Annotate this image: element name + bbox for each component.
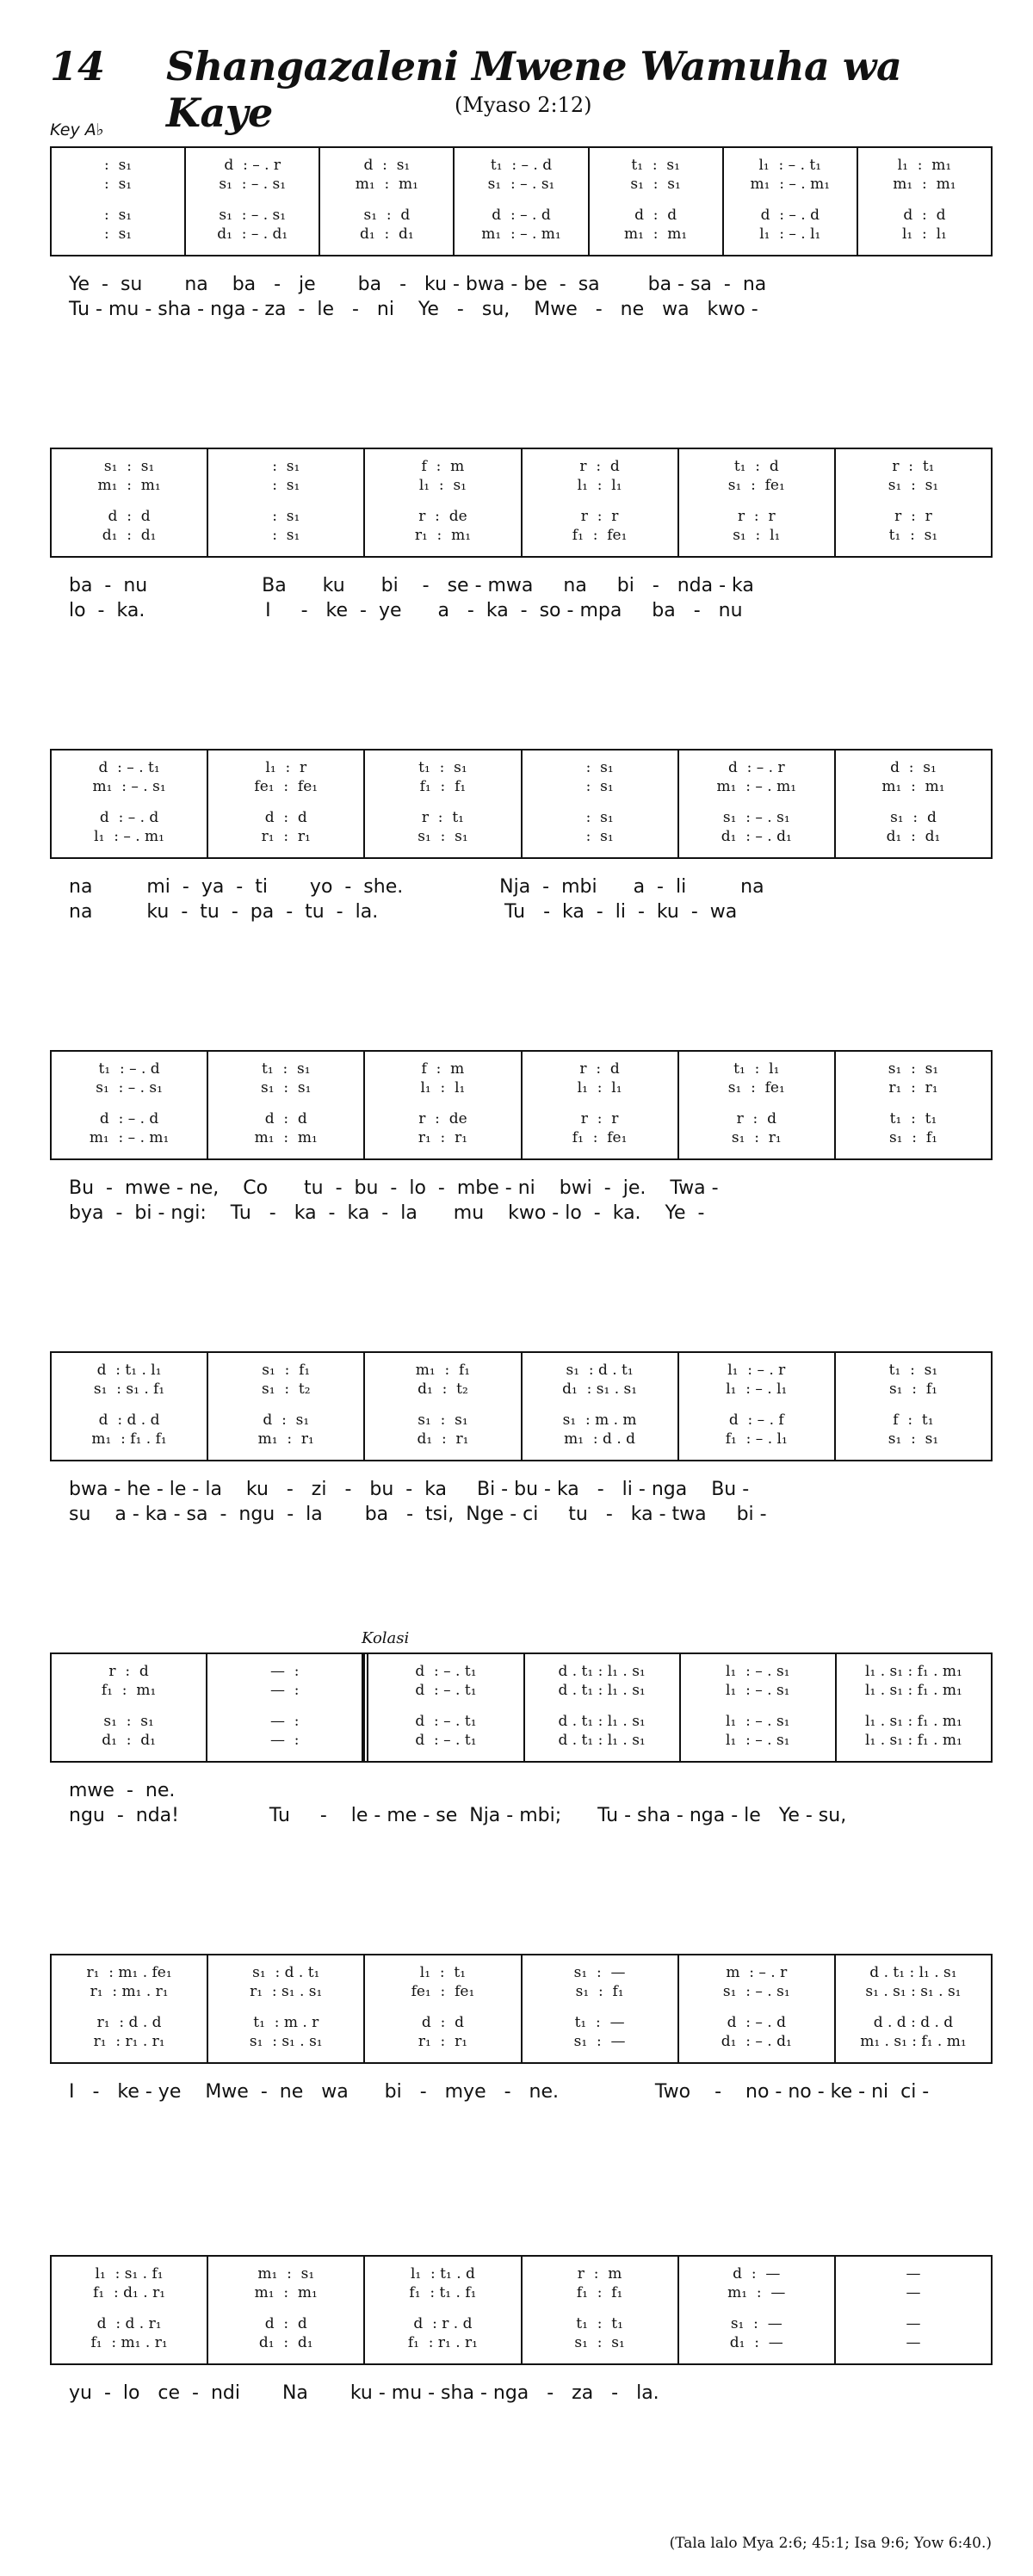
- voice-3-notes: d : d: [903, 207, 946, 224]
- voice-3-notes: d : d . d: [98, 1412, 160, 1429]
- measure: [523, 1955, 679, 2062]
- voice-3-notes: s₁ : m . m: [562, 1412, 637, 1429]
- voice-2-notes: f₁ : d₁ . r₁: [93, 2284, 166, 2301]
- lyric-line: Bu - mwe - ne, Co tu - bu - lo - mbe - ni bwi - je. Twa -: [69, 1177, 719, 1199]
- lyric-line: ba - nu Ba ku bi - se - mwa na bi - nda - ka: [69, 575, 754, 596]
- voice-1-notes: m : – . r: [726, 1964, 788, 1981]
- voice-3-notes: r : de: [418, 508, 467, 525]
- voice-1-notes: l₁ : – . t₁: [758, 157, 822, 174]
- voice-1-notes: m₁ : s₁: [257, 2265, 315, 2283]
- voice-1-notes: l₁ . s₁ : f₁ . m₁: [865, 1663, 962, 1680]
- voice-2-notes: fe₁ : fe₁: [411, 1983, 475, 2000]
- key-signature: Key A♭: [50, 120, 104, 139]
- voice-1-notes: l₁ : – . s₁: [726, 1663, 790, 1680]
- voice-3-notes: d : – . d: [727, 2014, 786, 2031]
- voice-2-notes: s₁ : – . s₁: [487, 176, 555, 193]
- voice-3-notes: r : r: [737, 508, 776, 525]
- voice-2-notes: m₁ : —: [727, 2284, 786, 2301]
- voice-2-notes: r₁ : s₁ . s₁: [250, 1983, 323, 2000]
- voice-1-notes: d : – . r: [224, 157, 281, 174]
- measure: [208, 1353, 365, 1460]
- voice-1-notes: l₁ : m₁: [897, 157, 952, 174]
- voice-2-notes: s₁ : s₁ . f₁: [93, 1381, 165, 1398]
- voice-3-notes: d : d: [634, 207, 677, 224]
- measure: [365, 449, 522, 556]
- measure: [681, 1654, 837, 1761]
- voice-4-notes: d₁ : r₁: [417, 1430, 469, 1448]
- measure: [320, 148, 455, 255]
- voice-3-notes: s₁ : d: [890, 809, 937, 826]
- measure: [208, 751, 365, 857]
- measure: [525, 1654, 681, 1761]
- voice-2-notes: s₁ : – . s₁: [219, 176, 287, 193]
- voice-2-notes: s₁ : f₁: [575, 1983, 624, 2000]
- voice-1-notes: r : t₁: [892, 458, 935, 475]
- voice-2-notes: s₁ : s₁: [630, 176, 681, 193]
- voice-3-notes: r : d: [736, 1110, 776, 1127]
- voice-4-notes: m₁ . s₁ : f₁ . m₁: [860, 2033, 967, 2050]
- voice-1-notes: s₁ : —: [573, 1964, 626, 1981]
- measure: [208, 1052, 365, 1158]
- voice-1-notes: t₁ : l₁: [733, 1060, 780, 1078]
- voice-2-notes: m₁ : – . s₁: [92, 778, 166, 795]
- voice-2-notes: s₁ : – . s₁: [96, 1079, 163, 1096]
- voice-4-notes: m₁ : m₁: [254, 1129, 318, 1146]
- lyric-line: I - ke - ye Mwe - ne wa bi - mye - ne. Two - no - no - ke - ni ci -: [69, 2081, 930, 2103]
- voice-1-notes: d : —: [733, 2265, 781, 2283]
- voice-1-notes: : s₁: [585, 759, 614, 776]
- voice-3-notes: d : s₁: [263, 1412, 310, 1429]
- voice-2-notes: m₁ : – . m₁: [716, 778, 797, 795]
- system-4: [50, 1050, 993, 1226]
- voice-1-notes: : s₁: [104, 157, 133, 174]
- lyric-line: bwa - he - le - la ku - zi - bu - ka Bi - bu - ka - li - nga Bu -: [69, 1479, 750, 1500]
- voice-4-notes: m₁ : – . m₁: [481, 225, 561, 243]
- scripture-reference: (Myaso 2:12): [455, 93, 592, 117]
- voice-1-notes: r : d: [579, 458, 620, 475]
- voice-1-notes: t₁ : d: [733, 458, 779, 475]
- voice-1-notes: l₁ : t₁ . d: [410, 2265, 475, 2283]
- hymn-title: Shangazaleni Mwene Wamuha wa Kaye: [166, 43, 902, 136]
- measure: [523, 449, 679, 556]
- voice-4-notes: t₁ : s₁: [888, 527, 938, 544]
- measure: [523, 2257, 679, 2363]
- system-3: [50, 749, 993, 924]
- voice-3-notes: d : d: [264, 1110, 307, 1127]
- voice-3-notes: t₁ : t₁: [889, 1110, 937, 1127]
- voice-2-notes: m₁ : m₁: [893, 176, 956, 193]
- voice-2-notes: s₁ : s₁: [888, 477, 939, 494]
- measure: [365, 1353, 522, 1460]
- lyrics: [50, 1778, 993, 1828]
- solfa-staff: [50, 1652, 993, 1763]
- voice-1-notes: l₁ : t₁: [419, 1964, 467, 1981]
- measure: [523, 1052, 679, 1158]
- lyrics: [50, 1176, 993, 1226]
- voice-4-notes: s₁ : s₁: [418, 828, 468, 845]
- voice-3-notes: d : – . t₁: [415, 1713, 477, 1730]
- voice-3-notes: t₁ : m . r: [253, 2014, 319, 2031]
- voice-1-notes: d : s₁: [363, 157, 411, 174]
- voice-1-notes: s₁ : s₁: [888, 1060, 939, 1078]
- voice-1-notes: s₁ : s₁: [103, 458, 155, 475]
- lyric-line: na ku - tu - pa - tu - la. Tu - ka - li - ku - wa: [69, 901, 738, 923]
- voice-1-notes: — :: [269, 1663, 300, 1680]
- voice-4-notes: r₁ : r₁: [418, 1129, 468, 1146]
- measure: [858, 148, 991, 255]
- measure: [208, 449, 365, 556]
- lyrics: [50, 2079, 993, 2104]
- voice-1-notes: d : s₁: [890, 759, 937, 776]
- voice-4-notes: d₁ : —: [729, 2334, 783, 2351]
- voice-3-notes: d : – . d: [99, 1110, 159, 1127]
- voice-4-notes: m₁ : r₁: [257, 1430, 314, 1448]
- voice-1-notes: t₁ : s₁: [631, 157, 680, 174]
- voice-2-notes: l₁ : l₁: [420, 1079, 466, 1096]
- voice-4-notes: d₁ : – . d₁: [217, 225, 288, 243]
- voice-2-notes: s₁ : s₁: [261, 1079, 312, 1096]
- voice-2-notes: f₁ : t₁ . f₁: [409, 2284, 477, 2301]
- voice-4-notes: : s₁: [272, 527, 300, 544]
- voice-1-notes: r : m: [577, 2265, 622, 2283]
- voice-3-notes: — :: [269, 1713, 300, 1730]
- voice-2-notes: l₁ : – . s₁: [726, 1682, 790, 1699]
- voice-4-notes: l₁ : – . l₁: [759, 225, 821, 243]
- lyric-line: yu - lo ce - ndi Na ku - mu - sha - nga - za - la.: [69, 2382, 659, 2404]
- measure: [365, 1955, 522, 2062]
- voice-2-notes: d : – . t₁: [415, 1682, 477, 1699]
- voice-3-notes: —: [906, 2315, 921, 2332]
- voice-2-notes: l₁ : l₁: [577, 1079, 622, 1096]
- voice-3-notes: d : – . d: [760, 207, 820, 224]
- solfa-staff: [50, 2255, 993, 2365]
- voice-3-notes: t₁ : t₁: [576, 2315, 623, 2332]
- voice-4-notes: s₁ : r₁: [731, 1129, 782, 1146]
- measure: [52, 1052, 208, 1158]
- voice-4-notes: s₁ : s₁: [888, 1430, 939, 1448]
- voice-2-notes: f₁ : f₁: [419, 778, 467, 795]
- measure: [836, 1052, 991, 1158]
- lyric-line: lo - ka. I - ke - ye a - ka - so - mpa ba - nu: [69, 600, 743, 621]
- voice-4-notes: l₁ : – . m₁: [94, 828, 164, 845]
- voice-2-notes: r₁ : m₁ . r₁: [90, 1983, 169, 2000]
- lyric-line: Ye - su na ba - je ba - ku - bwa - be - sa ba - sa - na: [69, 274, 767, 295]
- voice-4-notes: m₁ : – . m₁: [89, 1129, 170, 1146]
- voice-2-notes: d₁ : t₂: [418, 1381, 468, 1398]
- measure: [679, 751, 836, 857]
- voice-1-notes: : s₁: [272, 458, 300, 475]
- voice-4-notes: d₁ : d₁: [258, 2334, 313, 2351]
- measure: [679, 2257, 836, 2363]
- measure: [836, 751, 991, 857]
- measure: [208, 1955, 365, 2062]
- voice-1-notes: d : – . r: [727, 759, 785, 776]
- voice-3-notes: l₁ : – . s₁: [726, 1713, 790, 1730]
- voice-3-notes: r : de: [418, 1110, 467, 1127]
- voice-4-notes: r₁ : r₁: [418, 2033, 468, 2050]
- voice-2-notes: —: [906, 2284, 921, 2301]
- measure: [836, 2257, 991, 2363]
- voice-2-notes: m₁ : m₁: [97, 477, 161, 494]
- measure: [186, 148, 320, 255]
- chorus-label: Kolasi: [362, 1629, 410, 1647]
- measure: [836, 1353, 991, 1460]
- measure: [455, 148, 589, 255]
- voice-1-notes: —: [906, 2265, 921, 2283]
- voice-3-notes: d . t₁ : l₁ . s₁: [558, 1713, 646, 1730]
- measure: [836, 1955, 991, 2062]
- system-5: [50, 1351, 993, 1527]
- voice-3-notes: d : – . f: [728, 1412, 784, 1429]
- measure: [52, 751, 208, 857]
- voice-2-notes: m₁ : – . m₁: [750, 176, 831, 193]
- voice-2-notes: l₁ . s₁ : f₁ . m₁: [865, 1682, 962, 1699]
- voice-2-notes: s₁ . s₁ : s₁ . s₁: [865, 1983, 962, 2000]
- voice-4-notes: m₁ : f₁ . f₁: [91, 1430, 167, 1448]
- voice-1-notes: d : – . t₁: [415, 1663, 477, 1680]
- voice-3-notes: d : – . d: [99, 809, 159, 826]
- voice-4-notes: —: [906, 2334, 921, 2351]
- system-6: [50, 1652, 993, 1828]
- lyric-line: na mi - ya - ti yo - she. Nja - mbi a - li na: [69, 876, 764, 898]
- voice-1-notes: r : d: [108, 1663, 149, 1680]
- voice-4-notes: d₁ : d₁: [886, 828, 941, 845]
- voice-4-notes: s₁ : s₁: [574, 2334, 625, 2351]
- lyrics: [50, 573, 993, 623]
- voice-4-notes: m₁ : d . d: [564, 1430, 636, 1448]
- measure: [52, 1654, 207, 1761]
- measure: [52, 148, 186, 255]
- voice-3-notes: r : r: [894, 508, 932, 525]
- voice-4-notes: f₁ : fe₁: [572, 527, 628, 544]
- voice-4-notes: d₁ : d₁: [359, 225, 414, 243]
- voice-1-notes: d : t₁ . l₁: [96, 1362, 162, 1379]
- voice-4-notes: m₁ : m₁: [624, 225, 688, 243]
- voice-2-notes: — :: [269, 1682, 300, 1699]
- voice-4-notes: s₁ : l₁: [733, 527, 781, 544]
- voice-1-notes: l₁ : s₁ . f₁: [95, 2265, 164, 2283]
- lyrics: [50, 1477, 993, 1527]
- measure: [590, 148, 724, 255]
- voice-1-notes: t₁ : – . d: [490, 157, 553, 174]
- footer-scripture-reference: (Tala lalo Mya 2:6; 45:1; Isa 9:6; Yow 6:40.): [669, 2535, 992, 2552]
- voice-2-notes: : s₁: [585, 778, 614, 795]
- voice-4-notes: d₁ : – . d₁: [721, 828, 792, 845]
- measure: [679, 1955, 836, 2062]
- voice-4-notes: : s₁: [104, 225, 133, 243]
- measure: [836, 449, 991, 556]
- voice-4-notes: — :: [269, 1732, 300, 1749]
- voice-1-notes: m₁ : f₁: [415, 1362, 471, 1379]
- voice-2-notes: s₁ : t₂: [261, 1381, 311, 1398]
- measure: [363, 1654, 524, 1761]
- voice-2-notes: : s₁: [272, 477, 300, 494]
- voice-4-notes: d : – . t₁: [415, 1732, 477, 1749]
- voice-2-notes: fe₁ : fe₁: [254, 778, 319, 795]
- voice-1-notes: d . t₁ : l₁ . s₁: [869, 1964, 957, 1981]
- voice-1-notes: l₁ : – . r: [727, 1362, 786, 1379]
- voice-3-notes: s₁ : —: [730, 2315, 782, 2332]
- voice-4-notes: d₁ : d₁: [102, 1732, 156, 1749]
- voice-3-notes: r : r: [580, 1110, 619, 1127]
- solfa-staff: [50, 448, 993, 558]
- system-2: [50, 448, 993, 623]
- measure: [679, 1353, 836, 1460]
- voice-3-notes: s₁ : d: [363, 207, 411, 224]
- measure: [523, 751, 679, 857]
- voice-2-notes: s₁ : f₁: [888, 1381, 937, 1398]
- measure: [365, 751, 522, 857]
- voice-2-notes: m₁ : m₁: [881, 778, 945, 795]
- voice-4-notes: : s₁: [585, 828, 614, 845]
- voice-2-notes: f₁ : m₁: [101, 1682, 157, 1699]
- voice-2-notes: l₁ : s₁: [418, 477, 467, 494]
- lyric-line: Tu - mu - sha - nga - za - le - ni Ye - su, Mwe - ne wa kwo -: [69, 299, 758, 320]
- voice-2-notes: l₁ : l₁: [577, 477, 622, 494]
- voice-3-notes: t₁ : —: [574, 2014, 625, 2031]
- voice-4-notes: f₁ : – . l₁: [725, 1430, 788, 1448]
- voice-2-notes: l₁ : – . l₁: [726, 1381, 788, 1398]
- measure: [679, 1052, 836, 1158]
- voice-3-notes: d : r . d: [413, 2315, 473, 2332]
- lyric-line: ngu - nda! Tu - le - me - se Nja - mbi; Tu - sha - nga - le Ye - su,: [69, 1805, 847, 1826]
- voice-3-notes: r : r: [580, 508, 619, 525]
- voice-3-notes: r : t₁: [421, 809, 464, 826]
- voice-3-notes: d : d: [108, 508, 151, 525]
- voice-4-notes: l₁ : l₁: [901, 225, 947, 243]
- hymn-number: 14: [50, 43, 106, 90]
- measure: [52, 2257, 208, 2363]
- voice-1-notes: r : d: [579, 1060, 620, 1078]
- voice-1-notes: d . t₁ : l₁ . s₁: [558, 1663, 646, 1680]
- solfa-staff: [50, 1050, 993, 1160]
- solfa-staff: [50, 1954, 993, 2064]
- measure: [52, 1353, 208, 1460]
- voice-4-notes: d₁ : – . d₁: [721, 2033, 792, 2050]
- voice-3-notes: d : d . r₁: [96, 2315, 162, 2332]
- voice-3-notes: : s₁: [272, 508, 300, 525]
- measure: [523, 1353, 679, 1460]
- measure: [679, 449, 836, 556]
- voice-3-notes: s₁ : – . s₁: [722, 809, 790, 826]
- voice-4-notes: s₁ : f₁: [888, 1129, 937, 1146]
- voice-1-notes: r₁ : m₁ . fe₁: [86, 1964, 172, 1981]
- voice-1-notes: l₁ : r: [265, 759, 307, 776]
- lyrics: [50, 874, 993, 924]
- lyric-line: bya - bi - ngi: Tu - ka - ka - la mu kwo - lo - ka. Ye -: [69, 1202, 705, 1224]
- voice-2-notes: d₁ : s₁ . s₁: [562, 1381, 638, 1398]
- voice-4-notes: d . t₁ : l₁ . s₁: [558, 1732, 646, 1749]
- solfa-staff: [50, 1351, 993, 1461]
- voice-3-notes: d : – . d: [492, 207, 551, 224]
- voice-3-notes: r₁ : d . d: [96, 2014, 162, 2031]
- voice-1-notes: d : – . t₁: [98, 759, 160, 776]
- measure: [208, 2257, 365, 2363]
- voice-4-notes: r₁ : m₁: [414, 527, 472, 544]
- lyrics: [50, 272, 993, 322]
- measure: [52, 1955, 208, 2062]
- voice-4-notes: s₁ : s₁ . s₁: [249, 2033, 323, 2050]
- voice-2-notes: d . t₁ : l₁ . s₁: [558, 1682, 646, 1699]
- voice-3-notes: f : t₁: [893, 1412, 934, 1429]
- voice-3-notes: : s₁: [104, 207, 133, 224]
- voice-2-notes: s₁ : – . s₁: [722, 1983, 790, 2000]
- voice-3-notes: s₁ : – . s₁: [219, 207, 287, 224]
- measure: [365, 2257, 522, 2363]
- voice-2-notes: m₁ : m₁: [254, 2284, 318, 2301]
- voice-1-notes: t₁ : s₁: [261, 1060, 311, 1078]
- measure: [724, 148, 858, 255]
- voice-1-notes: s₁ : d . t₁: [252, 1964, 320, 1981]
- voice-2-notes: r₁ : r₁: [888, 1079, 938, 1096]
- system-7: [50, 1954, 993, 2104]
- system-8: [50, 2255, 993, 2406]
- voice-4-notes: s₁ : —: [573, 2033, 626, 2050]
- voice-1-notes: s₁ : f₁: [262, 1362, 311, 1379]
- voice-3-notes: d . d : d . d: [873, 2014, 954, 2031]
- voice-4-notes: d₁ : d₁: [102, 527, 157, 544]
- measure: [365, 1052, 522, 1158]
- voice-3-notes: s₁ : s₁: [418, 1412, 468, 1429]
- voice-4-notes: f₁ : fe₁: [572, 1129, 628, 1146]
- voice-1-notes: t₁ : s₁: [888, 1362, 938, 1379]
- solfa-staff: [50, 146, 993, 256]
- voice-2-notes: f₁ : f₁: [576, 2284, 623, 2301]
- voice-3-notes: d : d: [264, 809, 307, 826]
- lyric-line: mwe - ne.: [69, 1780, 176, 1801]
- voice-3-notes: l₁ . s₁ : f₁ . m₁: [865, 1713, 962, 1730]
- measure: [837, 1654, 991, 1761]
- lyrics: [50, 2381, 993, 2406]
- voice-4-notes: r₁ : r₁: [261, 828, 311, 845]
- measure: [207, 1654, 363, 1761]
- voice-2-notes: m₁ : m₁: [355, 176, 418, 193]
- voice-1-notes: t₁ : – . d: [98, 1060, 160, 1078]
- voice-2-notes: : s₁: [104, 176, 133, 193]
- solfa-staff: [50, 749, 993, 859]
- voice-4-notes: f₁ : r₁ . r₁: [407, 2334, 478, 2351]
- measure: [52, 449, 208, 556]
- voice-3-notes: : s₁: [585, 809, 614, 826]
- voice-4-notes: f₁ : m₁ . r₁: [90, 2334, 168, 2351]
- voice-3-notes: d : d: [421, 2014, 464, 2031]
- voice-1-notes: t₁ : s₁: [418, 759, 467, 776]
- lyric-line: su a - ka - sa - ngu - la ba - tsi, Nge - ci tu - ka - twa bi -: [69, 1504, 767, 1525]
- system-1: [50, 146, 993, 322]
- voice-1-notes: f : m: [421, 1060, 465, 1078]
- voice-2-notes: s₁ : fe₁: [727, 477, 785, 494]
- voice-1-notes: f : m: [421, 458, 465, 475]
- voice-4-notes: l₁ : – . s₁: [726, 1732, 790, 1749]
- voice-4-notes: r₁ : r₁ . r₁: [93, 2033, 165, 2050]
- voice-3-notes: s₁ : s₁: [103, 1713, 154, 1730]
- voice-4-notes: l₁ . s₁ : f₁ . m₁: [865, 1732, 962, 1749]
- voice-3-notes: d : d: [264, 2315, 307, 2332]
- voice-1-notes: s₁ : d . t₁: [566, 1362, 634, 1379]
- voice-2-notes: s₁ : fe₁: [727, 1079, 785, 1096]
